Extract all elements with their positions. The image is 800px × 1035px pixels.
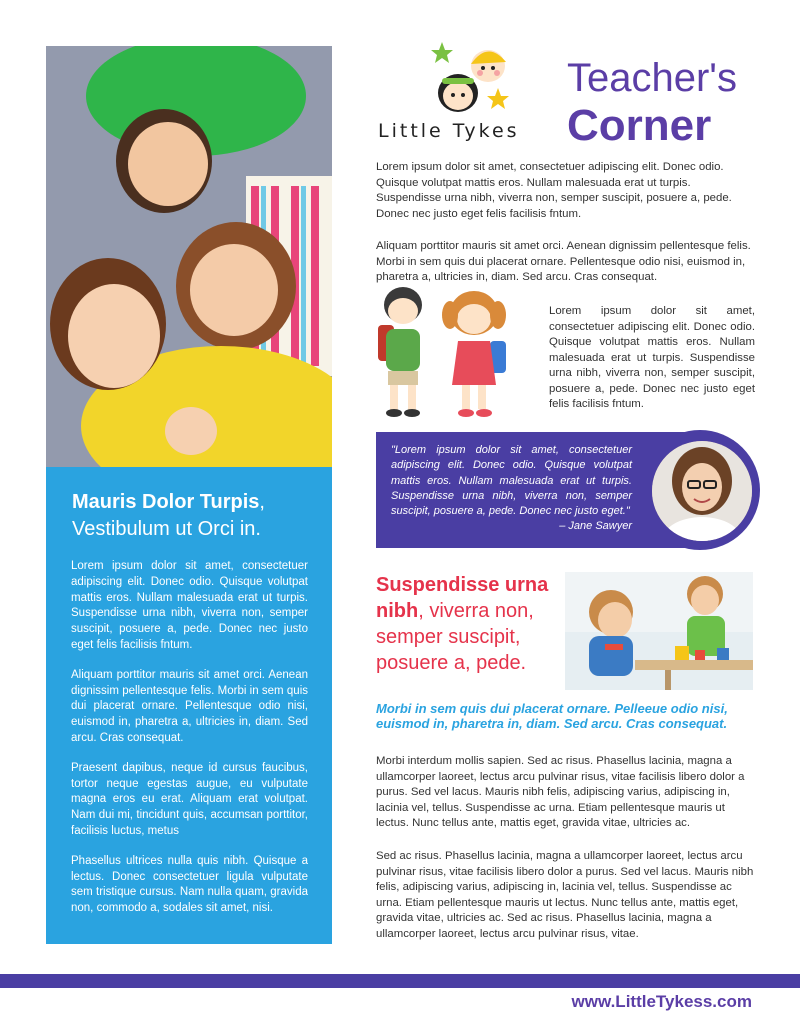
second-paragraph: Aliquam porttitor mauris sit amet orci. Aenean dignissim pellentesque felis. Morbi in sem quis dui placerat ornare. Pellentesque odio nisi, euismod in, pharetra a, ultricies in, diam. Sed arcu. Cras consequat.: [376, 240, 751, 283]
section-heading-bold: Suspendisse urna nibh: [376, 574, 549, 622]
blue-feature-panel: [46, 467, 332, 944]
side-paragraph: Lorem ipsum dolor sit amet, consectetuer adipiscing elit. Donec odio. Quisque volutpat mattis eros. Nullam malesuada erat ut turpis. Suspendisse urna nibh, viverra non, semper suscipit, posuere a, pede. Donec nec justo eget felis facilisis fntum.: [549, 305, 755, 410]
panel-heading-comma: ,: [259, 491, 265, 513]
panel-paragraph: Aliquam porttitor mauris sit amet orci. Aenean dignissim pellentesque felis. Morbi in sem quis dui placerat ornare. Pellentesque odio nisi, euismod in, pharetra a, ultricies in, diam. Sed arcu. Cras consequat.: [71, 668, 308, 744]
brand-name: Little Tykes: [378, 120, 520, 142]
website-link[interactable]: www.LittleTykess.com: [571, 992, 752, 1011]
panel-paragraph: Praesent dapibus, neque id cursus faucibus, tortor neque egestas augue, eu vulputate magna eros eu erat. Aliquam erat volutpat. Nam dui mi, tincidunt quis, accumsan porttitor, facilisis luctus, metus: [71, 761, 308, 837]
panel-paragraph: Lorem ipsum dolor sit amet, consectetuer adipiscing elit. Donec odio. Quisque volutpat mattis eros. Nullam malesuada erat ut turpis. Suspendisse urna nibh, viverra non, semper suscipit, posuere a, pede. Donec nec justo eget felis facilisis fntum.: [71, 560, 308, 651]
intro-paragraph: Lorem ipsum dolor sit amet, consectetuer adipiscing elit. Donec odio. Quisque volutpat mattis eros. Nullam malesuada erat ut turpis. Suspendisse urna nibh, viverra non, semper suscipit, posuere a, pede. Donec nec justo eget felis facilisis fntum.: [376, 161, 732, 220]
section-heading-rest: , viverra non, semper suscipit, posuere a, pede.: [376, 600, 534, 674]
quote-text: "Lorem ipsum dolor sit amet, consectetuer adipiscing elit. Donec odio. Quisque volutpat mattis eros. Nullam malesuada erat ut turpis. Suspendisse urna nibh, viverra non, semper suscipit, posuere a, pede. Donec nec justo eget.": [391, 444, 632, 518]
panel-body: [71, 559, 308, 931]
kids-circle-photo: [46, 46, 332, 468]
footer-bar: [0, 974, 800, 988]
title-teachers: Teacher's: [567, 56, 737, 100]
panel-heading-bold: Mauris Dolor Turpis: [72, 491, 260, 513]
panel-subheading: Vestibulum ut Orci in.: [72, 518, 261, 540]
fourth-paragraph: Sed ac risus. Phasellus lacinia, magna a ullamcorper laoreet, lectus arcu pulvinar risus, vitae facilisis libero dolor a purus. Sed vel lacus. Mauris nibh felis, adipiscing varius, adipiscing in, lacinia vel, tellus. Suspendisse ac urna. Etiam pellentesque mauris ut lectus. Nunc tellus ante, mattis eget, gravida vitae, ultricies ac. Sed ac risus. Phasellus lacinia, magna a ullamcorper laoreet, lectus arcu pulvinar risus, vitae.: [376, 850, 754, 940]
third-paragraph: Morbi interdum mollis sapien. Sed ac risus. Phasellus lacinia, magna a ullamcorper laoreet, lectus arcu pulvinar risus, vitae facilisis libero dolor a purus. Sed vel lacus. Mauris nibh felis, adipiscing varius, adipiscing in, lacinia vel, tellus. Suspendisse ac urna. Etiam pellentesque mauris ut lectus. Nunc tellus ante, mattis eget, gravida vitae, ultricies ac.: [376, 755, 745, 829]
panel-paragraph: Phasellus ultrices nulla quis nibh. Quisque a lectus. Donec consectetuer ligula vulputate sem tristique cursus. Nam nulla quam, gravida non, commodo a, sodales sit amet, nisi.: [71, 854, 308, 915]
teacher-photo: [652, 441, 752, 541]
highlight-text: Morbi in sem quis dui placerat ornare. Pelleeue odio nisi, euismod in, pharetra in, diam. Sed arcu. Cras consequat.: [376, 701, 728, 731]
testimonial-quote: [391, 443, 632, 535]
section-heading: [376, 572, 561, 676]
quote-author: – Jane Sawyer: [559, 520, 632, 533]
cartoon-kids-illustration: [370, 285, 535, 425]
panel-heading: [72, 489, 317, 543]
kids-playing-photo: [565, 572, 753, 690]
title-corner: Corner: [567, 101, 712, 150]
logo-kids-icon: [420, 38, 530, 116]
